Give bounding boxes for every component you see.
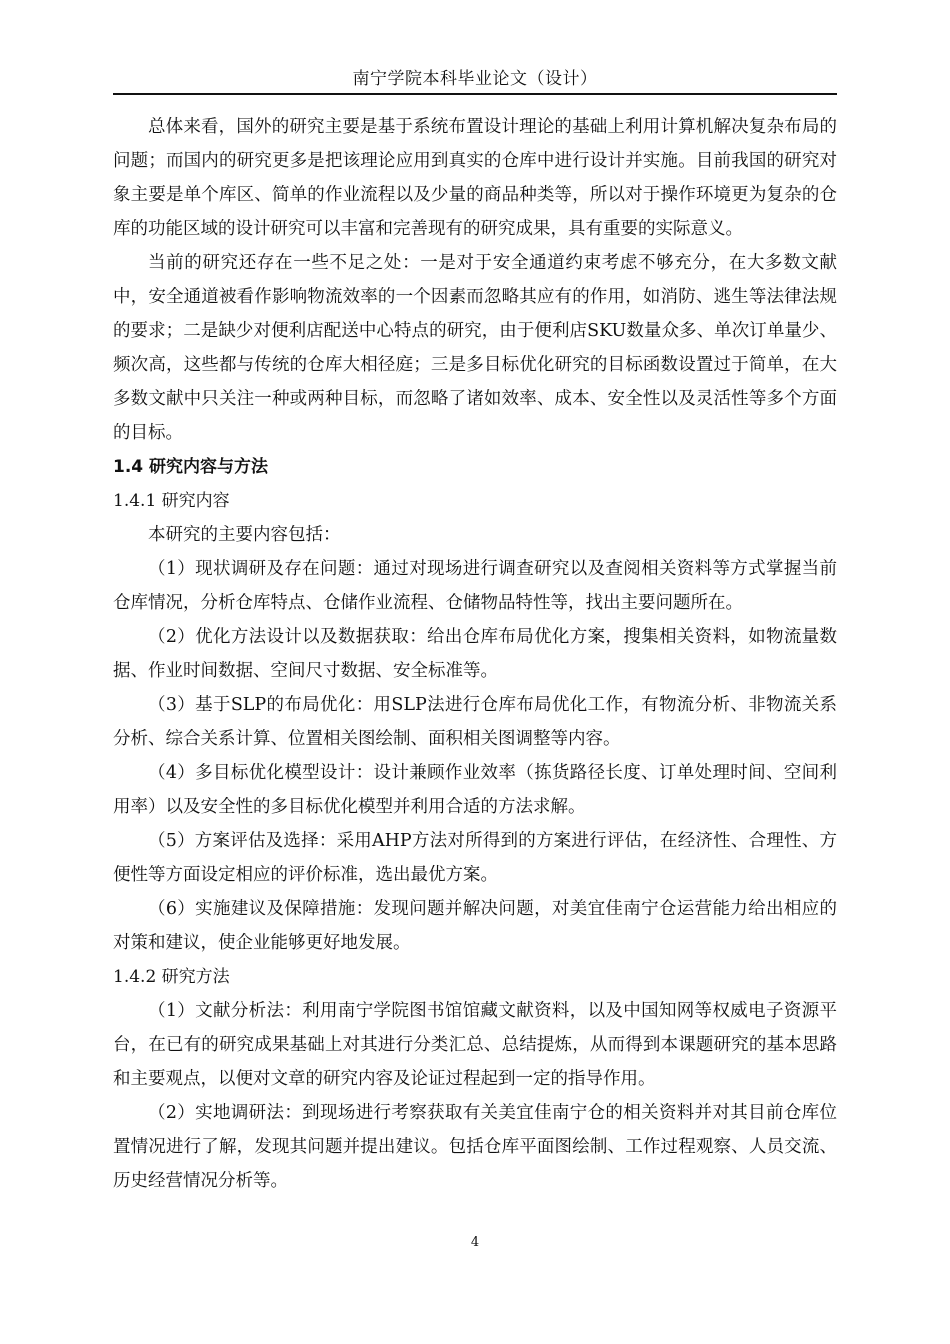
list-item: （1）现状调研及存在问题：通过对现场进行调查研究以及查阅相关资料等方式掌握当前仓库情况，分析仓库特点、仓储作业流程、仓储物品特性等，找出主要问题所在。: [113, 559, 837, 613]
page-number: 4: [470, 1235, 480, 1250]
list-item: （6）实施建议及保障措施：发现问题并解决问题，对美宜佳南宁仓运营能力给出相应的对策和建议，使企业能够更好地发展。: [113, 899, 837, 953]
running-header: 南宁学院本科毕业论文（设计）: [352, 69, 598, 89]
list-item: （4）多目标优化模型设计：设计兼顾作业效率（拣货路径长度、订单处理时间、空间利用率）以及安全性的多目标优化模型并利用合适的方法求解。: [113, 763, 837, 817]
paragraph-shortcomings: 当前的研究还存在一些不足之处：一是对于安全通道约束考虑不够充分，在大多数文献中，安全通道被看作影响物流效率的一个因素而忽略其应有的作用，如消防、逃生等法律法规的要求；二是缺少对便利店配送中心特点的研究，由于便利店SKU数量众多、单次订单量少、频次高，这些都与传统的仓库大相径庭；三是多目标优化研究的目标函数设置过于简单，在大多数文献中只关注一种或两种目标，而忽略了诸如效率、成本、安全性以及灵活性等多个方面的目标。: [113, 253, 837, 443]
list-item: （3）基于SLP的布局优化：用SLP法进行仓库布局优化工作，有物流分析、非物流关系分析、综合关系计算、位置相关图绘制、面积相关图调整等内容。: [113, 695, 837, 749]
method-item: （2）实地调研法：到现场进行考察获取有关美宜佳南宁仓的相关资料并对其目前仓库位置情况进行了解，发现其问题并提出建议。包括仓库平面图绘制、工作过程观察、人员交流、历史经营情况分析等。: [113, 1103, 837, 1191]
section-heading-1-4: 1.4 研究内容与方法: [113, 457, 269, 477]
page-content: [113, 110, 837, 1198]
subsection-heading-1-4-1: 1.4.1 研究内容: [113, 491, 230, 511]
header-rule: [113, 93, 837, 95]
list-item: （2）优化方法设计以及数据获取：给出仓库布局优化方案，搜集相关资料，如物流量数据、作业时间数据、空间尺寸数据、安全标准等。: [113, 627, 837, 681]
paragraph-summary: 总体来看，国外的研究主要是基于系统布置设计理论的基础上利用计算机解决复杂布局的问题；而国内的研究更多是把该理论应用到真实的仓库中进行设计并实施。目前我国的研究对象主要是单个库区、简单的作业流程以及少量的商品种类等，所以对于操作环境更为复杂的仓库的功能区域的设计研究可以丰富和完善现有的研究成果，具有重要的实际意义。: [113, 117, 837, 239]
subsection-heading-1-4-2: 1.4.2 研究方法: [113, 967, 230, 987]
research-content-intro: 本研究的主要内容包括：: [148, 525, 341, 545]
list-item: （5）方案评估及选择：采用AHP方法对所得到的方案进行评估，在经济性、合理性、方便性等方面设定相应的评价标准，选出最优方案。: [113, 831, 837, 885]
method-item: （1）文献分析法：利用南宁学院图书馆馆藏文献资料，以及中国知网等权威电子资源平台，在已有的研究成果基础上对其进行分类汇总、总结提炼，从而得到本课题研究的基本思路和主要观点，以便对文章的研究内容及论证过程起到一定的指导作用。: [113, 1001, 837, 1089]
